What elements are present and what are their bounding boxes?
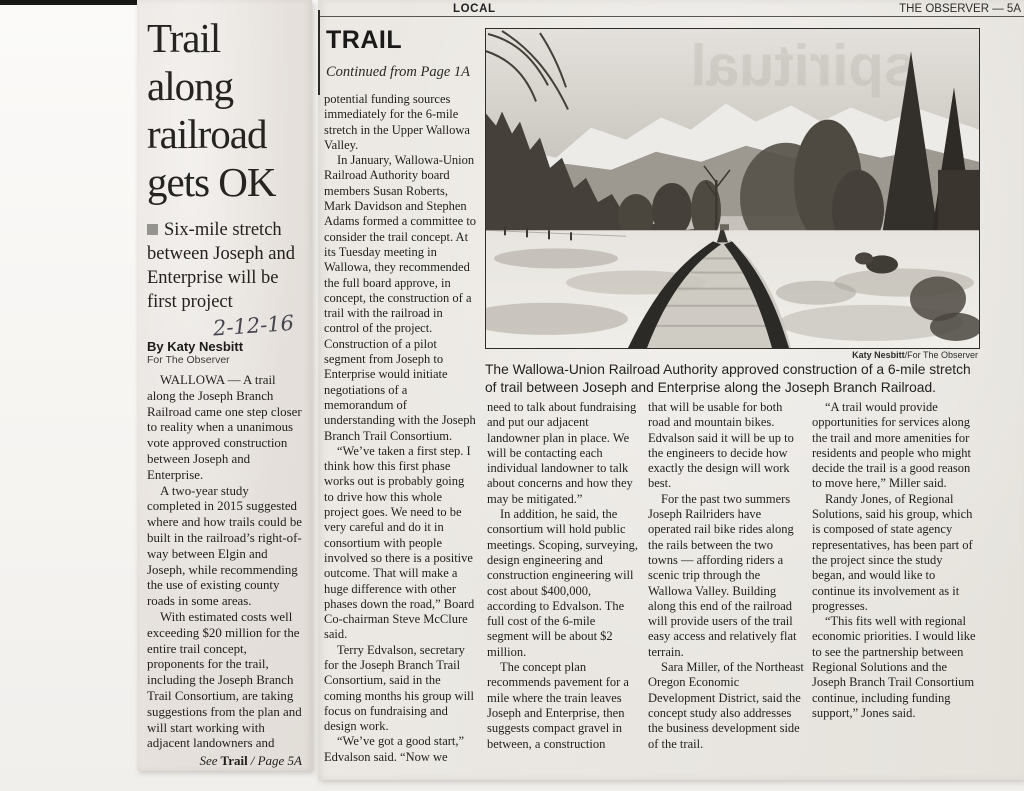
section-label: LOCAL (453, 3, 496, 15)
paragraph: The concept plan recommends pavement for a mile where the train leaves Joseph and Enterprise, then suggests compact gravel in between, a construction (487, 660, 629, 751)
subhead-text: Six-mile stretch between Joseph and Enterprise will be first project (147, 220, 295, 312)
paragraph: potential funding sources immediately for the 6-mile stretch in the Upper Wallowa Valley. (324, 92, 470, 152)
continued-from-line: Continued from Page 1A (326, 64, 471, 80)
jump-see: See (199, 753, 218, 769)
paragraph: In addition, he said, the consortium will hold public meetings. Scoping, surveying, design engineering and construction engineering will cost about $400,000, according to Edvalson. The full cost of the 6-mile segment will be about $2 million. (487, 507, 639, 659)
paragraph: “This fits well with regional economic priorities. I would like to see the partnership between Regional Solutions and the Joseph Branch Trail Consortium continue, including funding support,” Jones said. (812, 614, 976, 720)
paragraph: “We’ve taken a first step. I think how this first phase works out is probably going to drive how this whole project goes. We need to be very careful and do it in consortium with people involved so there is a positive outcome. That will make a huge difference with other phases down the road,” Board Co-chairman Steve McClure said. (324, 443, 475, 642)
square-bullet-icon (147, 224, 158, 235)
jump-line (147, 753, 304, 769)
jump-ref: Trail (220, 753, 248, 769)
handwritten-date: 2-12-16 (212, 310, 295, 341)
article-column-2 (487, 400, 640, 770)
photo-caption: The Wallowa-Union Railroad Authority approved construction of a 6-mile stretch of trail between Joseph and Enterprise along the Joseph Branch Railroad. (485, 362, 971, 395)
article-column-3 (648, 400, 804, 770)
front-page-clipping (137, 0, 312, 771)
article-subhead (147, 218, 309, 314)
jump-page: / Page 5A (250, 753, 302, 769)
article-headline: Trail along railroad gets OK (147, 15, 276, 205)
railroad-photo (485, 28, 980, 349)
paragraph: With estimated costs well exceeding $20 million for the entire trail concept, proponents for the trail, including the Joseph Branch Trail Consortium, are taking suggestions from the plan and will start working with adjacent landowners and (147, 609, 302, 751)
railroad-photo-illustration (486, 29, 979, 348)
article-column-1 (324, 92, 477, 764)
photo-credit-name: Katy Nesbitt (852, 350, 905, 360)
continuation-page-clipping (318, 0, 1024, 780)
paragraph: Randy Jones, of Regional Solutions, said his group, which is composed of state agency representatives, has been part of the project since the study began, and would like to continue its involvement as it progresses. (812, 491, 973, 613)
paragraph: “We’ve got a good start,” Edvalson said. “Now we (324, 734, 465, 764)
continuation-slug: TRAIL (326, 26, 403, 54)
byline: By Katy Nesbitt (147, 339, 244, 354)
header-rule (318, 16, 1024, 17)
masthead-folio: THE OBSERVER — 5A (899, 3, 1021, 15)
paragraph: In January, Wallowa-Union Railroad Authority board members Susan Roberts, Mark Davidson and Stephen Adams formed a committee to consider the trail concept. At its Tuesday meeting in Wallowa, they recommended the full board approve, in concept, the construction of a trail with the railroad in control of the project. Construction of a pilot segment from Joseph to Enterprise would initiate negotiations of a memorandum of understanding with the Joseph Branch Trail Consortium. (324, 153, 477, 443)
scanner-edge-artifact (0, 0, 137, 5)
paragraph: A two-year study completed in 2015 suggested where and how trails could be built in the railroad’s right-of-way between Elgin and Joseph, while recommending the use of existing county roads in some areas. (147, 483, 302, 609)
photo-credit-org: /For The Observer (904, 350, 978, 360)
bleed-through-text: spiritual (690, 33, 916, 99)
article-column-4 (812, 400, 976, 770)
paragraph: Sara Miller, of the Northeast Oregon Economic Development District, said the concept study also addresses the business development side of the trail. (648, 660, 804, 751)
paragraph: WALLOWA — A trail along the Joseph Branch Railroad came one step closer to reality when a unanimous vote approved construction between Joseph and Enterprise. (147, 373, 302, 482)
paragraph: “A trail would provide opportunities for services along the trail and more amenities for residents and people who might decide the trail is a good reason to move here,” Miller said. (812, 400, 971, 491)
front-article-body (147, 373, 304, 752)
paragraph: need to talk about fundraising and put our adjacent landowner plan in place. We will be contacting each individual landowner to talk about concerns and how they may be mitigated.” (487, 400, 637, 506)
paragraph: For the past two summers Joseph Railriders have operated rail bike rides along the rails between the two towns — affording riders a scenic trip through the Wallowa Valley. Building along this end of the railroad will provide users of the trail easy access and relatively flat terrain. (648, 491, 797, 659)
byline-organization: For The Observer (147, 354, 230, 366)
paragraph: Terry Edvalson, secretary for the Joseph Branch Trail Consortium, said in the coming months his group will focus on fundraising and design work. (324, 642, 474, 734)
photo-credit (485, 350, 978, 360)
paragraph: that will be usable for both road and mountain bikes. Edvalson said it will be up to the engineers to decide how exactly the design will work best. (648, 400, 794, 491)
page-edge-rule (318, 10, 320, 95)
